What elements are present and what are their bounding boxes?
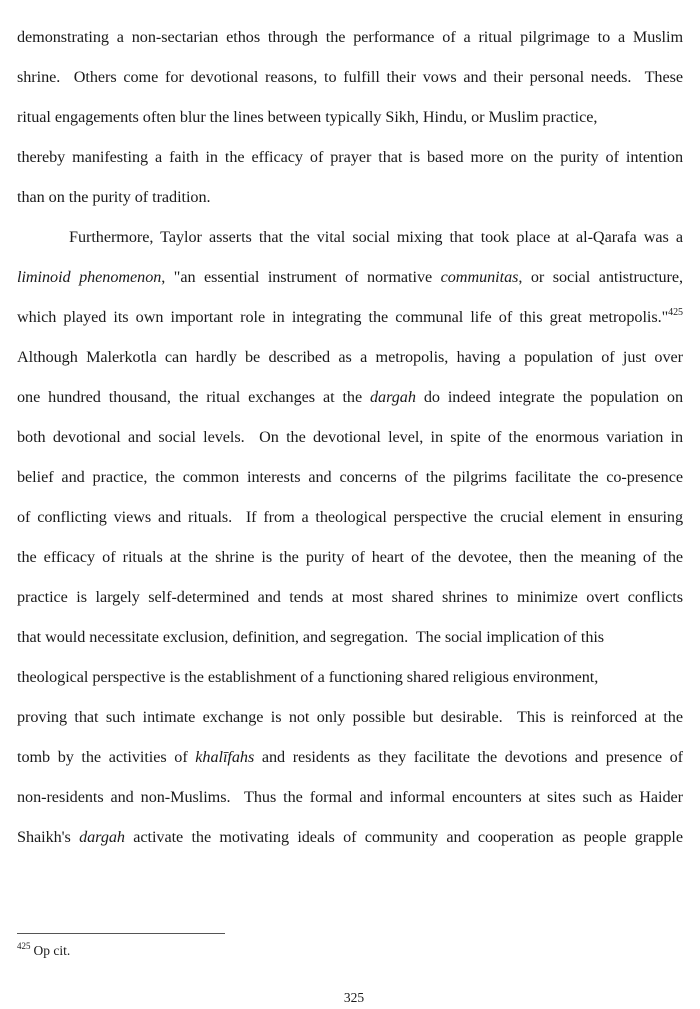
text-run: non-residents and non-Muslims. Thus the formal and informal encounters at sites such as Haider [17, 788, 683, 806]
text-run: both devotional and social levels. On the devotional level, in spite of the enormous variation in [17, 428, 683, 446]
text-run: thereby manifesting a faith in the efficacy of prayer that is based more on the purity of intention [17, 148, 683, 166]
body-line-1 [17, 27, 683, 47]
footnote-425 [17, 942, 70, 960]
text-run: belief and practice, the common interests and concerns of the pilgrims facilitate the co-presence [17, 468, 683, 486]
body-line-14 [17, 547, 683, 567]
body-line-4 [17, 147, 683, 167]
text-run: , "an essential instrument of normative [161, 268, 441, 286]
text-run: activate the motivating ideals of community and cooperation as people grapple [124, 828, 683, 846]
body-line-21 [17, 827, 683, 847]
text-run: theological perspective is the establishment of a functioning shared religious environment, [17, 668, 599, 686]
body-line-6-paragraph-start [69, 227, 683, 247]
body-line-2 [17, 67, 683, 87]
text-run: Furthermore, Taylor asserts that the vital social mixing that took place at al-Qarafa was a [69, 228, 683, 246]
text-run: tomb by the activities of [17, 748, 196, 766]
body-line-9 [17, 347, 683, 367]
body-line-17 [17, 667, 683, 687]
text-run: of conflicting views and rituals. If from a theological perspective the crucial element in ensuring [17, 508, 683, 526]
text-run: which played its own important role in integrating the communal life of this great metropolis." [17, 308, 669, 326]
body-line-12 [17, 467, 683, 487]
text-run: Shaikh's [17, 828, 80, 846]
italic-term: communitas [440, 268, 519, 286]
text-run: than on the purity of tradition. [17, 188, 211, 206]
body-line-11 [17, 427, 683, 447]
body-line-16 [17, 627, 683, 647]
body-line-10 [17, 387, 683, 407]
text-run: that would necessitate exclusion, definition, and segregation. The social implication of this [17, 628, 605, 646]
text-run: the efficacy of rituals at the shrine is the purity of heart of the devotee, then the meaning of the [17, 548, 683, 566]
body-line-3 [17, 107, 683, 127]
page-number: 325 [343, 990, 365, 1005]
body-line-18 [17, 707, 683, 727]
italic-term: liminoid phenomenon [17, 268, 162, 286]
footnote-text: Op cit. [33, 943, 71, 958]
body-line-7 [17, 267, 683, 287]
text-run: , or social antistructure, [518, 268, 683, 286]
italic-term: dargah [79, 828, 125, 846]
italic-term: khalīfahs [195, 748, 255, 766]
body-line-13 [17, 507, 683, 527]
text-run: practice is largely self-determined and tends at most shared shrines to minimize overt conflicts [17, 588, 683, 606]
body-line-5 [17, 187, 683, 207]
text-run: shrine. Others come for devotional reasons, to fulfill their vows and their personal needs. These [17, 68, 683, 86]
body-line-19 [17, 747, 683, 767]
text-run: and residents as they facilitate the devotions and presence of [254, 748, 684, 766]
text-run: ritual engagements often blur the lines between typically Sikh, Hindu, or Muslim practice, [17, 108, 598, 126]
footnote-separator [17, 933, 225, 934]
italic-term: dargah [370, 388, 416, 406]
text-run: one hundred thousand, the ritual exchanges at the [17, 388, 371, 406]
text-run: proving that such intimate exchange is not only possible but desirable. This is reinforced at the [17, 708, 683, 726]
body-line-15 [17, 587, 683, 607]
text-run: demonstrating a non-sectarian ethos through the performance of a ritual pilgrimage to a Muslim [17, 28, 683, 46]
body-line-20 [17, 787, 683, 807]
text-run: do indeed integrate the population on [415, 388, 683, 406]
body-line-8 [17, 307, 683, 327]
footnote-number: 425 [17, 940, 31, 951]
footnote-reference[interactable]: 425 [668, 306, 683, 318]
text-run: Although Malerkotla can hardly be described as a metropolis, having a population of just over [17, 348, 683, 366]
